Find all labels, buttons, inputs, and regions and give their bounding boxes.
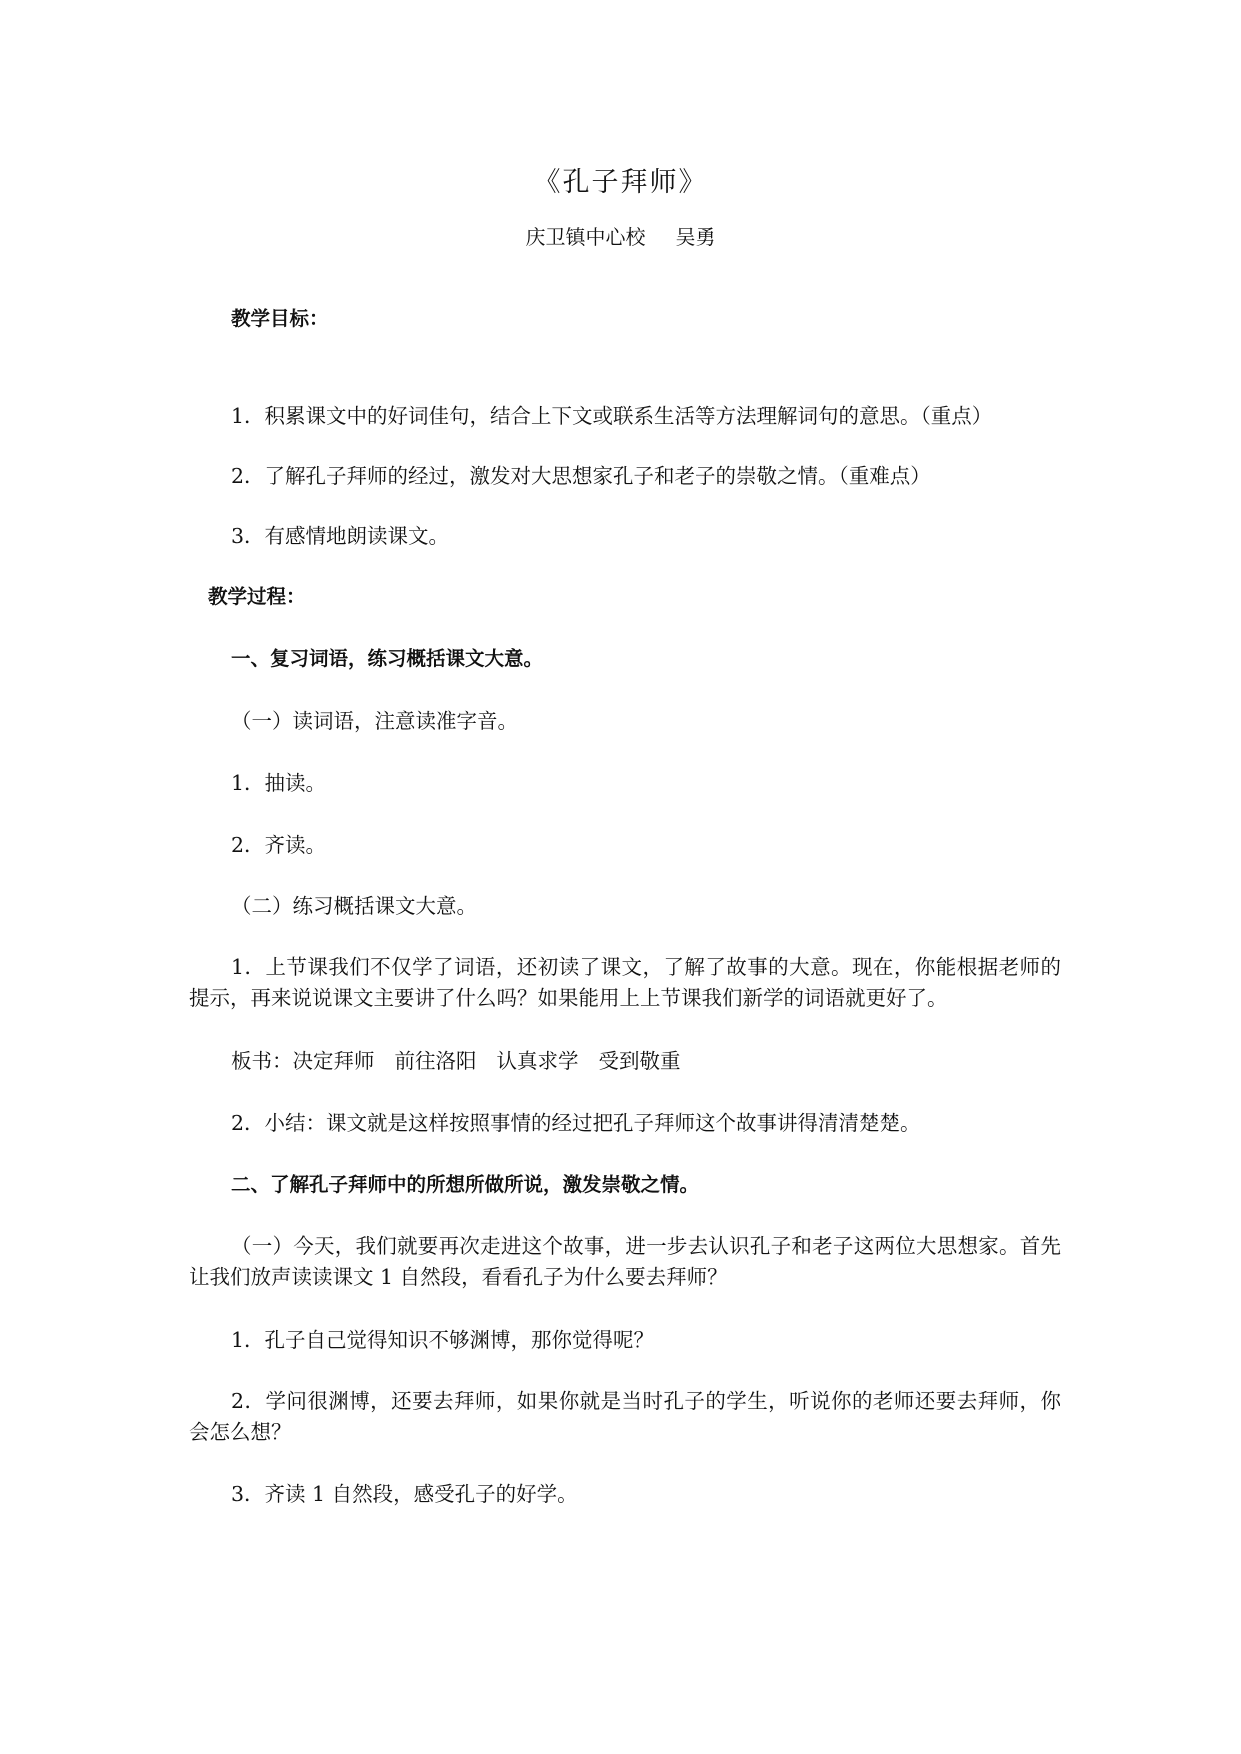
process-heading: 教学过程： (208, 585, 306, 608)
author-name: 吴勇 (675, 225, 716, 249)
list-item: 1．孔子自己觉得知识不够渊博，那你觉得呢？ (231, 1328, 655, 1352)
list-item: 3．齐读 1 自然段，感受孔子的好学。 (231, 1482, 578, 1506)
board-writing (231, 1046, 681, 1076)
subsection-heading: （一）读词语，注意读准字音。 (231, 709, 518, 733)
board-item: 前往洛阳 (394, 1049, 477, 1073)
board-item: 受到敬重 (598, 1049, 681, 1073)
subsection-heading: （二）练习概括课文大意。 (231, 894, 477, 918)
list-item: 2．齐读。 (231, 833, 327, 857)
board-item: 认真求学 (496, 1049, 579, 1073)
objective-item: 2．了解孔子拜师的经过，激发对大思想家孔子和老子的崇敬之情。（重难点） (231, 464, 931, 488)
board-item: 决定拜师 (292, 1049, 375, 1073)
objective-item: 1．积累课文中的好词佳句，结合上下文或联系生活等方法理解词句的意思。（重点） (231, 404, 993, 428)
objectives-heading: 教学目标： (231, 307, 329, 330)
paragraph: 1．上节课我们不仅学了词语，还初读了课文，了解了故事的大意。现在，你能根据老师的提示，再来说说课文主要讲了什么吗？如果能用上上节课我们新学的词语就更好了。 (189, 955, 1061, 1010)
section-heading: 一、复习词语，练习概括课文大意。 (231, 647, 544, 670)
document-title: 《孔子拜师》 (533, 167, 708, 198)
paragraph: 2．学问很渊博，还要去拜师，如果你就是当时孔子的学生，听说你的老师还要去拜师，你会怎么想？ (189, 1389, 1061, 1444)
paragraph: （一）今天，我们就要再次走进这个故事，进一步去认识孔子和老子这两位大思想家。首先让我们放声读读课文 1 自然段，看看孔子为什么要去拜师？ (189, 1234, 1061, 1289)
objective-item: 3．有感情地朗读课文。 (231, 524, 450, 548)
list-item: 1．抽读。 (231, 771, 327, 795)
summary: 2．小结：课文就是这样按照事情的经过把孔子拜师这个故事讲得清清楚楚。 (231, 1111, 921, 1135)
author-line (0, 222, 1241, 252)
board-label: 板书： (231, 1049, 293, 1073)
author-school: 庆卫镇中心校 (525, 225, 646, 249)
section-heading: 二、了解孔子拜师中的所想所做所说，激发崇敬之情。 (231, 1173, 700, 1196)
